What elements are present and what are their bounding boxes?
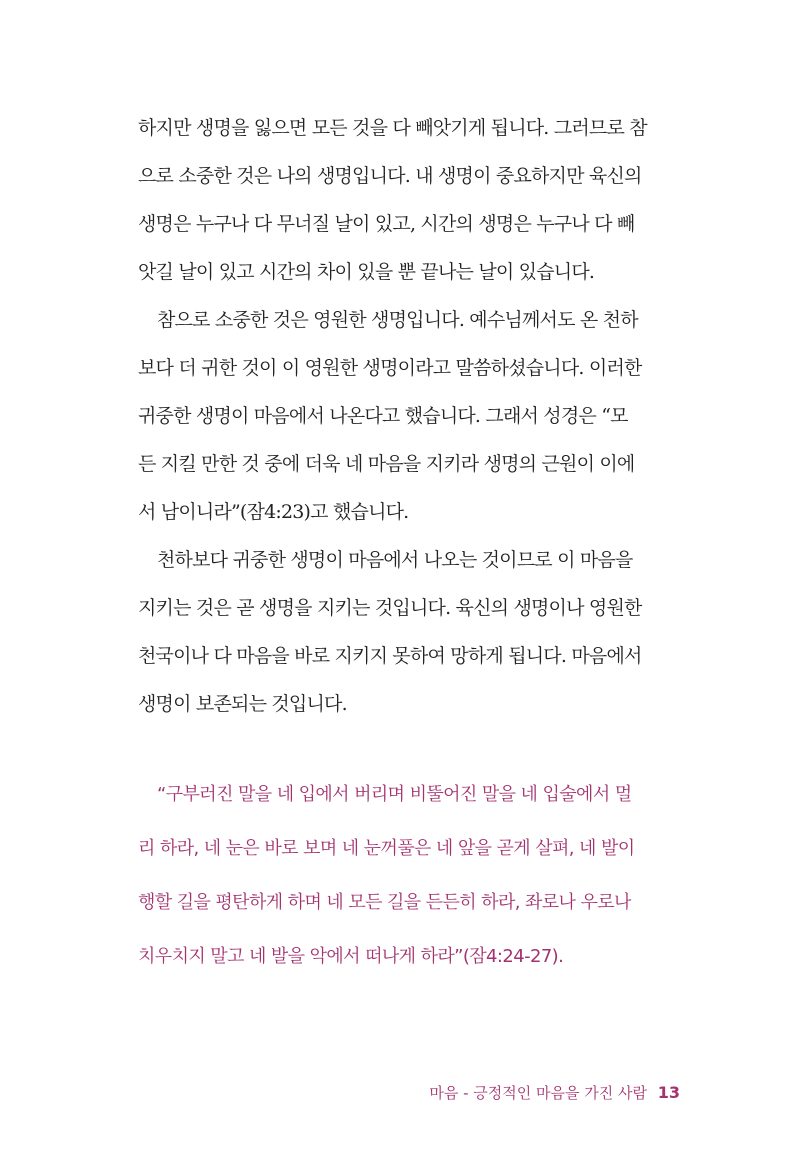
body-line: 천국이나 다 마음을 바로 지키지 못하여 망하게 됩니다. 마음에서 bbox=[138, 645, 642, 667]
body-text bbox=[138, 104, 683, 728]
body-line: 천하보다 귀중한 생명이 마음에서 나오는 것이므로 이 마음을 bbox=[157, 549, 633, 571]
running-title: 마음 - 긍정적인 마음을 가진 사람 bbox=[429, 1084, 647, 1102]
body-line: 앗길 날이 있고 시간의 차이 있을 뿐 끝나는 날이 있습니다. bbox=[138, 261, 595, 283]
body-line: 하지만 생명을 잃으면 모든 것을 다 빼앗기게 됩니다. 그러므로 참 bbox=[138, 117, 647, 139]
body-line: 으로 소중한 것은 나의 생명입니다. 내 생명이 중요하지만 육신의 bbox=[138, 165, 642, 187]
body-line: 든 지킬 만한 것 중에 더욱 네 마음을 지키라 생명의 근원이 이에 bbox=[138, 453, 635, 475]
body-line: 참으로 소중한 것은 영원한 생명입니다. 예수님께서도 온 천하 bbox=[157, 309, 638, 331]
body-line: 생명은 누구나 다 무너질 날이 있고, 시간의 생명은 누구나 다 빼 bbox=[138, 213, 635, 235]
body-line: 보다 더 귀한 것이 이 영원한 생명이라고 말씀하셨습니다. 이러한 bbox=[138, 357, 642, 379]
body-line: 귀중한 생명이 마음에서 나온다고 했습니다. 그래서 성경은 “모 bbox=[138, 405, 628, 427]
scripture-quote bbox=[138, 768, 683, 984]
quote-line: “구부러진 말을 네 입에서 버리며 비뚤어진 말을 네 입술에서 멀 bbox=[157, 784, 632, 805]
page-number: 13 bbox=[657, 1083, 680, 1102]
body-line: 지키는 것은 곧 생명을 지키는 것입니다. 육신의 생명이나 영원한 bbox=[138, 597, 642, 619]
quote-line: 치우치지 말고 네 발을 악에서 떠나게 하라”(잠4:24-27). bbox=[138, 946, 564, 967]
body-line: 생명이 보존되는 것입니다. bbox=[138, 693, 347, 715]
quote-line: 리 하라, 네 눈은 바로 보며 네 눈꺼풀은 네 앞을 곧게 살펴, 네 발이 bbox=[138, 838, 635, 859]
quote-line: 행할 길을 평탄하게 하며 네 모든 길을 든든히 하라, 좌로나 우로나 bbox=[138, 892, 631, 913]
page-footer bbox=[429, 1082, 680, 1103]
body-line: 서 남이니라”(잠4:23)고 했습니다. bbox=[138, 501, 409, 523]
